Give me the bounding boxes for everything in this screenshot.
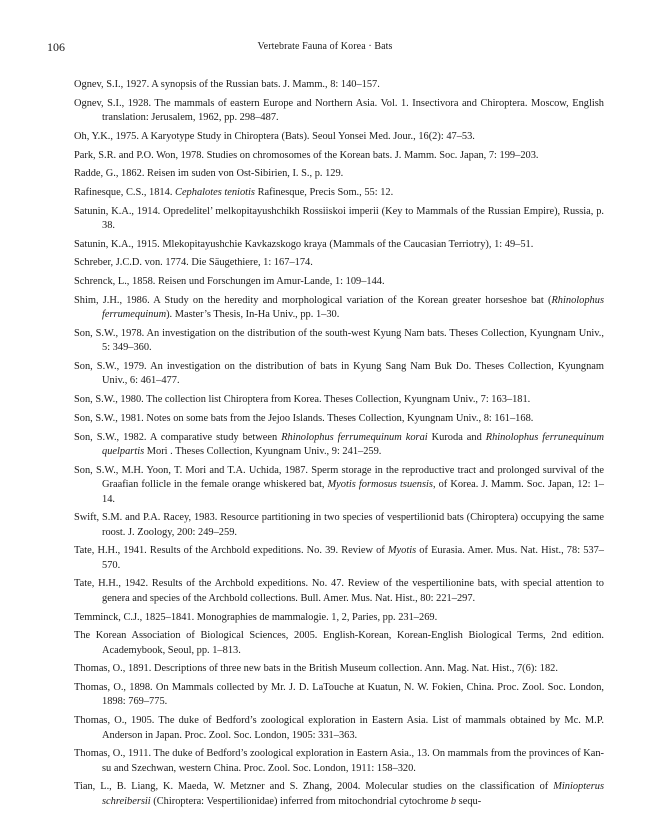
- reference-entry: [74, 149, 604, 163]
- reference-text: Son, S.W., 1982. A comparative study between: [74, 431, 282, 443]
- reference-entry: [74, 238, 604, 252]
- reference-text: Satunin, K.A., 1914. Opredelitel’ melkopitayushchikh Rossiiskoi imperii (Key to Mammals of the Russian Empire), Russia, p. 38.: [74, 205, 604, 232]
- reference-text: Kuroda and: [427, 431, 486, 443]
- reference-text: Oh, Y.K., 1975. A Karyotype Study in Chiroptera (Bats). Seoul Yonsei Med. Jour., 16(2): 47–53.: [74, 130, 475, 142]
- reference-entry: [74, 629, 604, 658]
- reference-text: Schrenck, L., 1858. Reisen und Forschungen im Amur-Lande, 1: 109–144.: [74, 276, 385, 288]
- page-header: [47, 40, 603, 56]
- reference-text: Swift, S.M. and P.A. Racey, 1983. Resource partitioning in two species of vespertilionid bats (Chiroptera) occupying the same roost. J. Zoology, 200: 249–259.: [74, 512, 604, 538]
- reference-text: Temminck, C.J., 1825–1841. Monographies de mammalogie. 1, 2, Paries, pp. 231–269.: [74, 611, 438, 623]
- reference-list: [74, 78, 604, 813]
- reference-entry: [74, 747, 604, 776]
- reference-entry: [74, 205, 604, 234]
- reference-text: Son, S.W., 1981. Notes on some bats from the Jejoo Islands. Theses Collection, Kyungnam Univ., 8: 161–168.: [74, 412, 534, 424]
- reference-text: Tate, H.H., 1942. Results of the Archbold expeditions. No. 47. Review of the vespertilionine bats, with special attention to genera and species of the Archbold collections. Bull. Amer. Mus. Nat. Hist., 80: 221–297.: [74, 578, 604, 604]
- reference-text: Ognev, S.I., 1927. A synopsis of the Russian bats. J. Mamm., 8: 140–157.: [74, 79, 380, 90]
- reference-text: Radde, G., 1862. Reisen im suden von Ost-Sibirien, I. S., p. 129.: [74, 168, 344, 180]
- reference-text: Satunin, K.A., 1915. Mlekopitayushchie Kavkazskogo kraya (Mammals of the Caucasian Terriotry), 1: 49–51.: [74, 238, 534, 250]
- reference-text: ). Master’s Thesis, In-Ha Univ., pp. 1–30.: [166, 309, 340, 321]
- reference-text: Mori . Theses Collection, Kyungnam Univ., 9: 241–259.: [144, 445, 382, 457]
- reference-entry: [74, 611, 604, 625]
- reference-entry: [74, 431, 604, 460]
- reference-entry: [74, 714, 604, 743]
- reference-text: Thomas, O., 1911. The duke of Bedford’s zoological exploration in Eastern Asia., 13. On mammals from the provinces of Kan-su and Szechwan, western China. Proc. Zool. Soc. London, 1911: 158–320.: [74, 748, 604, 774]
- reference-entry: [74, 97, 604, 126]
- reference-text: Son, S.W., 1978. An investigation on the distribution of the south-west Kyung Nam bats. Theses Collection, Kyungnam Univ., 5: 349–360.: [74, 327, 604, 354]
- reference-text: Thomas, O., 1898. On Mammals collected by Mr. J. D. LaTouche at Kuatun, N. W. Fokien, China. Proc. Zool. Soc. London, 1898: 769–775.: [74, 682, 604, 708]
- running-title: Vertebrate Fauna of Korea · Bats: [257, 41, 393, 52]
- reference-entry: [74, 130, 604, 144]
- reference-text: Schreber, J.C.D. von. 1774. Die Säugethiere, 1: 167–174.: [74, 257, 313, 269]
- reference-text: The Korean Association of Biological Sciences, 2005. English-Korean, Korean-English Biological Terms, 2nd edition. Academybook, Seoul, pp. 1–813.: [74, 630, 604, 656]
- reference-text: Son, S.W., 1979. An investigation on the distribution of bats in Kyung Sang Nam Buk Do. Theses Collection, Kyungnam Univ., 6: 461–477.: [74, 361, 604, 387]
- reference-entry: [74, 681, 604, 710]
- reference-entry: [74, 544, 604, 573]
- reference-entry: [74, 327, 604, 356]
- reference-entry: [74, 412, 604, 426]
- reference-italic-text: Myotis: [387, 545, 417, 557]
- reference-text: Son, S.W., 1980. The collection list Chiroptera from Korea. Theses Collection, Kyungnam Univ., 7: 163–181.: [74, 394, 531, 406]
- reference-entry: [74, 577, 604, 606]
- reference-italic-text: b: [450, 795, 457, 807]
- reference-entry: [74, 78, 604, 92]
- reference-text: Rafinesque, Precis Som., 55: 12.: [254, 186, 394, 198]
- reference-entry: [74, 275, 604, 289]
- reference-italic-text: Miniopterus schreibersii: [102, 781, 604, 807]
- reference-text: sequ-: [456, 795, 482, 807]
- reference-italic-text: Rhinolophus ferrumequinum: [102, 294, 604, 321]
- reference-text: Tate, H.H., 1941. Results of the Archbold expeditions. No. 39. Review of: [74, 545, 388, 557]
- reference-entry: [74, 464, 604, 507]
- reference-entry: [74, 256, 604, 270]
- reference-italic-text: Rhinolophus ferrumequinum korai: [281, 431, 428, 443]
- reference-entry: [74, 393, 604, 407]
- reference-text: , of Korea. J. Mamm. Soc. Japan, 12: 1–14.: [102, 479, 604, 505]
- reference-text: Rafinesque, C.S., 1814.: [74, 186, 176, 198]
- reference-entry: [74, 294, 604, 323]
- reference-text: Park, S.R. and P.O. Won, 1978. Studies on chromosomes of the Korean bats. J. Mamm. Soc. Japan, 7: 199–203.: [74, 149, 539, 161]
- reference-text: Shim, J.H., 1986. A Study on the heredity and morphological variation of the Korean greater horseshoe bat (: [74, 294, 552, 306]
- reference-entry: [74, 167, 604, 181]
- reference-italic-text: Rhinolophus ferrunequinum quelpartis: [102, 431, 605, 457]
- page-number: 106: [47, 40, 65, 54]
- reference-text: Tian, L., B. Liang, K. Maeda, W. Metzner and S. Zhang, 2004. Molecular studies on the classification of: [74, 781, 554, 793]
- reference-italic-text: Myotis formosus tsuensis: [327, 479, 433, 491]
- reference-entry: [74, 186, 604, 200]
- reference-text: of Eurasia. Amer. Mus. Nat. Hist., 78: 537–570.: [102, 545, 604, 571]
- reference-text: Ognev, S.I., 1928. The mammals of eastern Europe and Northern Asia. Vol. 1. Insectivora and Chiroptera. Moscow, English translation: Jerusalem, 1962, pp. 298–487.: [74, 97, 604, 124]
- reference-entry: [74, 780, 604, 809]
- reference-entry: [74, 511, 604, 540]
- reference-text: Thomas, O., 1905. The duke of Bedford’s zoological exploration in Eastern Asia. List of mammals obtained by Mc. M.P. Anderson in Japan. Proc. Zool. Soc. London, 1905: 331–363.: [74, 715, 604, 741]
- reference-text: Thomas, O., 1891. Descriptions of three new bats in the British Museum collection. Ann. Mag. Nat. Hist., 7(6): 182.: [74, 663, 558, 675]
- reference-entry: [74, 360, 604, 389]
- reference-text: Son, S.W., M.H. Yoon, T. Mori and T.A. Uchida, 1987. Sperm storage in the reproductive tract and prolonged survival of the Graafian follicle in the female orange whiskered bat,: [74, 464, 604, 491]
- reference-italic-text: Cephalotes teniotis: [175, 186, 255, 198]
- reference-entry: [74, 662, 604, 676]
- reference-text: (Chiroptera: Vespertilionidae) inferred from mitochondrial cytochrome: [150, 795, 451, 807]
